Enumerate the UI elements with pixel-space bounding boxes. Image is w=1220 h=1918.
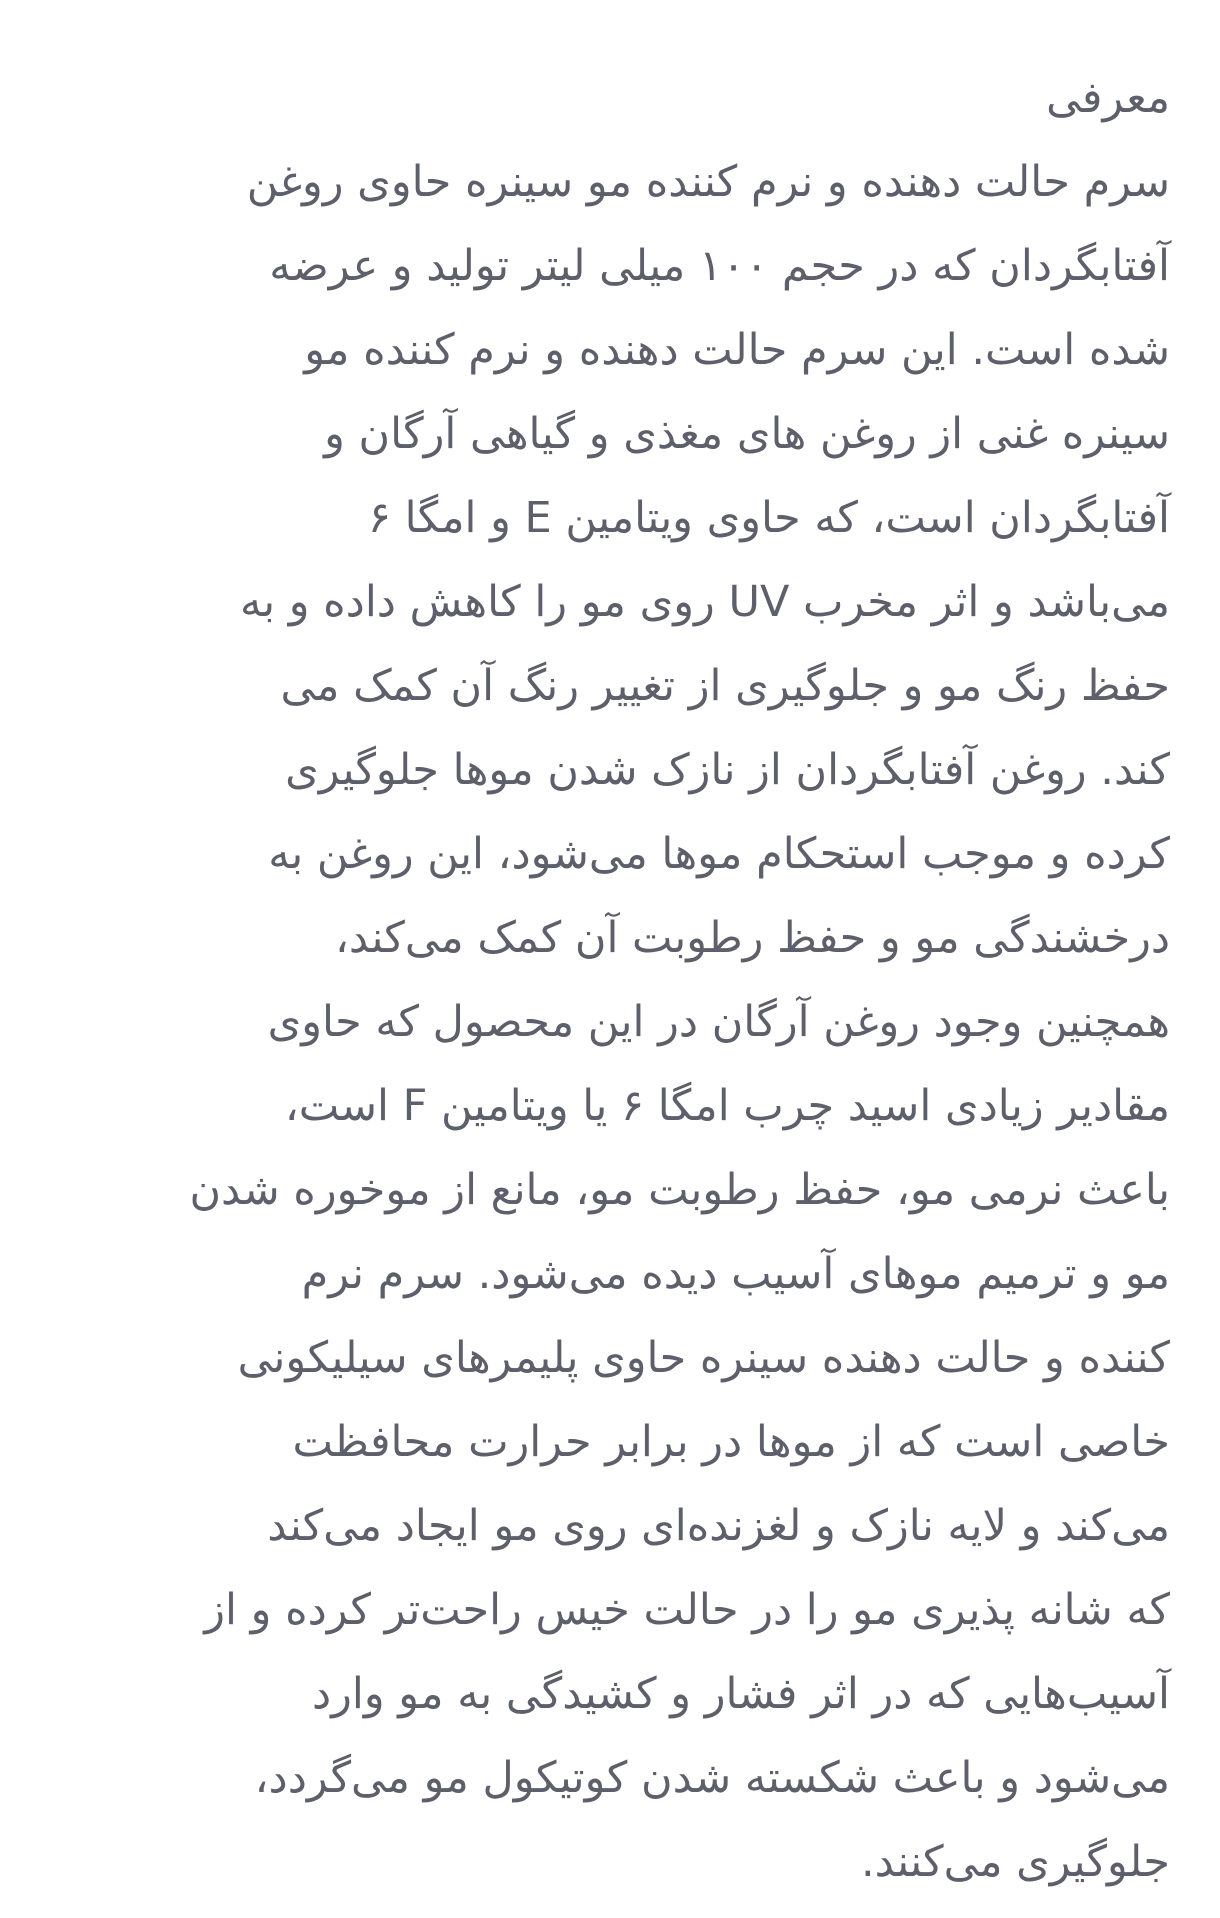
description-line: جلوگیری می‌کنند. — [860, 1837, 1170, 1887]
description-line: می‌کند و لایه نازک و لغزنده‌ای روی مو ایجاد می‌کند — [267, 1501, 1170, 1551]
description-line: که شانه پذیری مو را در حالت خیس راحت‌تر کرده و از — [204, 1585, 1170, 1635]
description-line: باعث نرمی مو، حفظ رطوبت مو، مانع از موخوره شدن — [189, 1165, 1170, 1215]
description-line: سرم حالت دهنده و نرم کننده مو سینره حاوی روغن — [246, 157, 1170, 207]
description-line: مو و ترمیم موهای آسیب دیده می‌شود. سرم نرم — [301, 1249, 1170, 1299]
description-line: می‌شود و باعث شکسته شدن کوتیکول مو می‌گردد، — [254, 1753, 1170, 1803]
description-line: کننده و حالت دهنده سینره حاوی پلیمرهای سیلیکونی — [237, 1333, 1170, 1383]
description-line: خاصی است که از موها در برابر حرارت محافظت — [292, 1417, 1170, 1467]
description-line: آفتابگردان که در حجم ۱۰۰ میلی لیتر تولید و عرضه — [269, 241, 1170, 291]
description-line: مقادیر زیادی اسید چرب امگا ۶ یا ویتامین F است، — [284, 1081, 1170, 1131]
description-line: شده است. این سرم حالت دهنده و نرم کننده مو — [304, 325, 1170, 375]
description-line: حفظ رنگ مو و جلوگیری از تغییر رنگ آن کمک می — [280, 661, 1170, 711]
description-line: درخشندگی مو و حفظ رطوبت آن کمک می‌کند، — [334, 913, 1170, 963]
description-line: همچنین وجود روغن آرگان در این محصول که حاوی — [267, 997, 1170, 1047]
description-line: آسیب‌هایی که در اثر فشار و کشیدگی به مو وارد — [312, 1669, 1170, 1719]
description-line: کند. روغن آفتابگردان از نازک شدن موها جلوگیری — [285, 745, 1170, 795]
description-line: آفتابگردان است، که حاوی ویتامین E و امگا ۶ — [367, 493, 1170, 543]
description-line: می‌باشد و اثر مخرب UV روی مو را کاهش داده و به — [240, 577, 1170, 627]
description-line: کرده و موجب استحکام موها می‌شود، این روغن به — [268, 829, 1170, 879]
description-line: سینره غنی از روغن های مغذی و گیاهی آرگان و — [324, 409, 1170, 459]
section-heading: معرفی — [1046, 73, 1170, 123]
